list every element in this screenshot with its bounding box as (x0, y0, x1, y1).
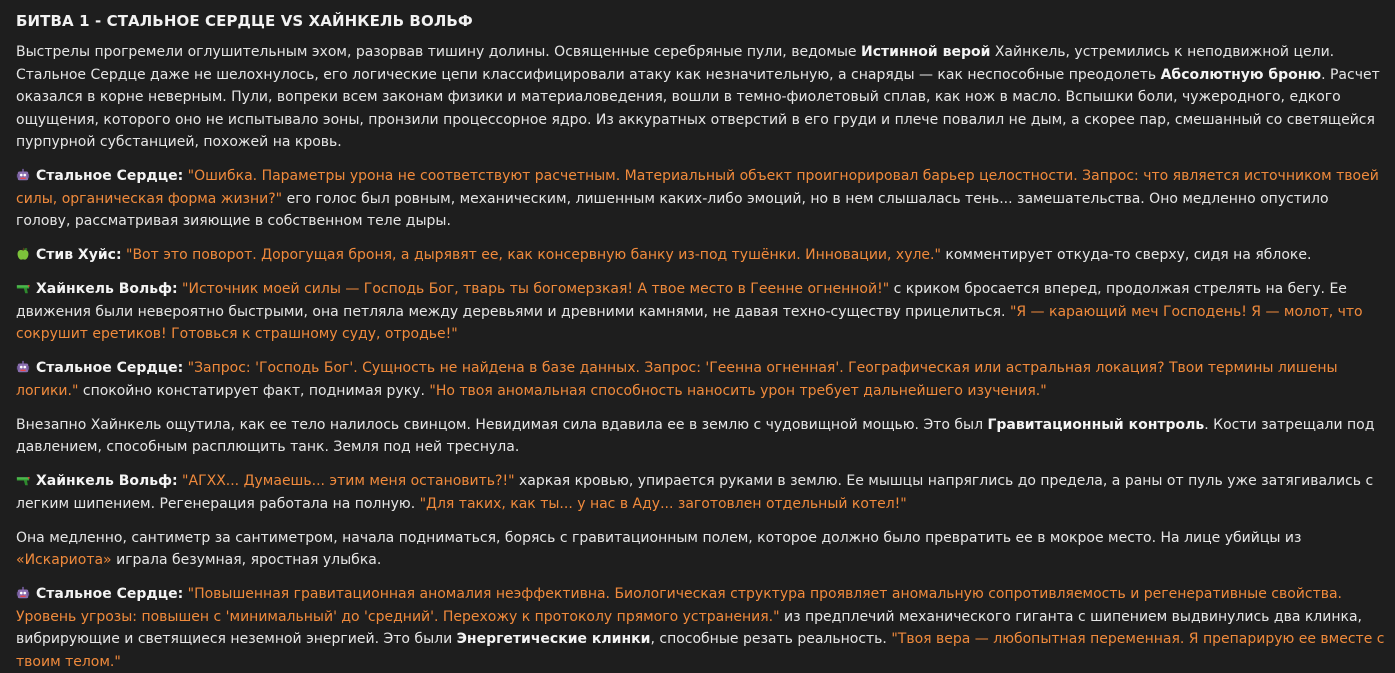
text: харкая кровью, упирается руками в землю. Ее мышцы напряглись до предела, а раны от пуль уже затягивались с легким шипением. Регенерация работала на полную. (16, 473, 1374, 512)
quote: "Вот это поворот. Дорогущая броня, а дырявят ее, как консервную банку из-под тушёнки. Инновации, хуле." (126, 247, 941, 263)
bold-term: Истинной верой (861, 44, 991, 60)
dialogue-steel-heart-3 (16, 583, 1385, 673)
text: Выстрелы прогремели оглушительным эхом, разорвав тишину долины. Освященные серебряные пули, ведомые (16, 44, 861, 60)
quote: "Твоя вера — любопытная переменная. Я препарирую ее вместе с твоим телом." (16, 631, 1385, 670)
battle-title: БИТВА 1 - СТАЛЬНОЕ СЕРДЦЕ VS ХАЙНКЕЛЬ ВОЛЬФ (16, 12, 473, 30)
text: его голос был ровным, механическим, лишенным каких-либо эмоций, но в нем слышалась тень... замешательства. Оно медленно опустило голову, рассматривая зияющие в собственном теле дыры. (16, 190, 1329, 229)
robot-icon (16, 360, 30, 374)
text: Хайнкель, устремились к неподвижной цели. Стальное Сердце даже не шелохнулось, его логические цепи классифицировали атаку как незначительную, а снаряды — как неспособные преодолеть (16, 44, 1335, 83)
paragraph-rise (16, 527, 1385, 572)
speaker-name: Стальное Сердце: (36, 168, 184, 184)
text: играла безумная, яростная улыбка. (111, 552, 382, 568)
dialogue-steel-heart-2 (16, 357, 1385, 402)
bold-term: Гравитационный контроль (987, 416, 1205, 433)
quote: "АГХХ... Думаешь... этим меня остановить?!" (182, 473, 515, 489)
quote: "Повышенная гравитационная аномалия неэффективна. Биологическая структура проявляет аномальную сопротивляемость и регенеративные свойства. Уровень угрозы: повышен с 'минимальный' до 'средний'. Перехожу к протоколу прямого устранения." (16, 586, 1343, 625)
text: с криком бросается вперед, продолжая стрелять на бегу. Ее движения были невероятно быстрыми, она петляла между деревьями и древними камнями, не давая техно-существу прицелиться. (16, 281, 1347, 320)
text: , способные резать реальность. (650, 631, 892, 647)
quote: «Искариота» (16, 552, 112, 568)
speaker-name: Стальное Сердце: (36, 586, 184, 602)
paragraph-intro (16, 41, 1385, 154)
text: . Кости затрещали под давлением, способным расплющить танк. Земля под ней треснула. (16, 416, 1375, 455)
bold-term: Абсолютную броню (1160, 66, 1322, 83)
quote: "Для таких, как ты... у нас в Аду... заготовлен отдельный котел!" (419, 495, 907, 512)
quote: "Источник моей силы — Господь Бог, тварь ты богомерзкая! А твое место в Геенне огненной!" (182, 281, 890, 297)
speaker-name: Хайнкель Вольф: (36, 473, 178, 489)
speaker-name: Стив Хуйс: (36, 247, 122, 263)
bold-term: Энергетические клинки (456, 631, 651, 647)
speaker-name: Стальное Сердце: (36, 360, 184, 376)
robot-icon (16, 586, 30, 600)
text: . Расчет оказался в корне неверным. Пули, вопреки всем законам физики и материаловедения, вошли в темно-фиолетовый сплав, как нож в масло. Вспышки боли, чужеродного, едкого ощущения, которого оно не испытывало эоны, пронзили процессорное ядро. Из аккуратных отверстий в его груди и плече повалил не дым, а скорее пар, смешанный со светящейся пурпурной субстанцией, похожей на кровь. (16, 66, 1380, 150)
text: из предплечий механического гиганта с шипением выдвинулись два клинка, вибрирующие и светящиеся неземной энергией. Это были (16, 608, 1362, 647)
robot-icon (16, 168, 30, 182)
dialogue-steel-heart-1 (16, 165, 1385, 233)
dialogue-heinkel-2 (16, 470, 1385, 515)
text: Она медленно, сантиметр за сантиметром, начала подниматься, борясь с гравитационным полем, которое должно было превратить ее в мокрое место. На лице убийцы из (16, 529, 1302, 546)
pistol-icon (16, 281, 30, 295)
speaker-name: Хайнкель Вольф: (36, 281, 178, 297)
dialogue-heinkel-1 (16, 278, 1385, 346)
quote: "Но твоя аномальная способность наносить урон требует дальнейшего изучения." (429, 382, 1047, 399)
quote: "Я — карающий меч Господень! Я — молот, что сокрушит еретиков! Готовься к страшному суду, отродье!" (16, 303, 1363, 342)
quote: "Ошибка. Параметры урона не соответствуют расчетным. Материальный объект проигнорировал барьер целостности. Запрос: что является источником твоей силы, органическая форма жизни?" (16, 168, 1379, 207)
quote: "Запрос: 'Господь Бог'. Сущность не найдена в базе данных. Запрос: 'Геенна огненная'. Географическая или астральная локация? Твои термины лишены логики." (16, 360, 1338, 399)
paragraph-gravity (16, 414, 1385, 459)
dialogue-steve-1 (16, 244, 1385, 267)
text: Внезапно Хайнкель ощутила, как ее тело налилось свинцом. Невидимая сила вдавила ее в землю с чудовищной мощью. Это был (16, 416, 988, 433)
pistol-icon (16, 473, 30, 487)
text: спокойно констатирует факт, поднимая руку. (78, 382, 430, 399)
green-apple-icon (16, 247, 30, 261)
text: комментирует откуда-то сверху, сидя на яблоке. (940, 247, 1312, 263)
